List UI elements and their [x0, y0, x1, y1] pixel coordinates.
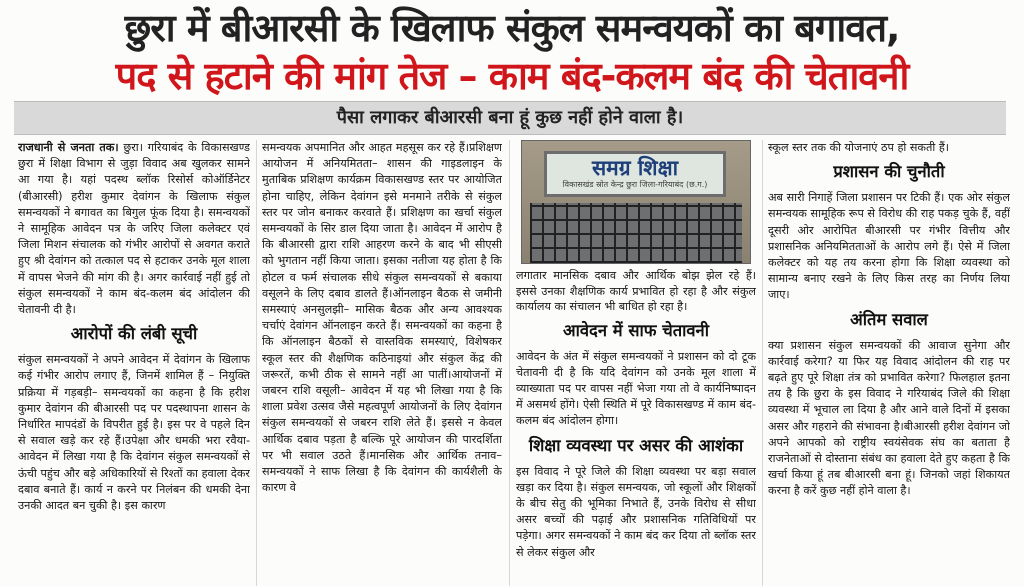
paragraph: क्या प्रशासन संकुल समन्वयकों की आवाज सुनेगा और कार्रवाई करेगा? या फिर यह विवाद आंदोलन की राह पर बढ़ते हुए पूरे शिक्षा तंत्र को प्रभावित करेगा? फिलहाल इतना तय है कि छुरा के इस विवाद ने गरियाबंद जिले की शिक्षा व्यवस्था में भूचाल ला दिया है और आने वाले दिनों में इसका असर और गहराने की संभावना है।बीआरसी हरीश देवांगन जो अपने आपको को राष्ट्रीय स्वयंसेवक संघ का बताता है राजनेताओं से दोस्ताना संबंध का हवाला देते हुए कहता है कि खर्चा किया हूं तब बीआरसी बना हूं। जिनको जहां शिकायत करना है करें कुछ नहीं होने वाला है।	[768, 338, 1010, 498]
article-column-2	[262, 140, 502, 586]
intro-text: छुरा। गरियाबंद के विकासखण्ड छुरा में शिक्षा विभाग से जुड़ा विवाद अब खुलकर सामने आ गया है। यहां पदस्थ ब्लॉक रिसोर्स कोऑर्डिनेटर (बीआरसी) हरीश कुमार देवांगन के खिलाफ संकुल समन्वयकों ने बगावत का बिगुल फूंक दिया है। समन्वयकों ने सामूहिक आवेदन पत्र के जरिए जिला कलेक्टर एवं जिला मिशन संचालक को गंभीर आरोपों से अवगत कराते हुए श्री देवांगन को तत्काल पद से हटाकर उनके मूल शाला में वापस भेजने की मांग की है। अगर कार्रवाई नहीं हुई तो संकुल समन्वयकों ने काम बंद-कलम बंद आंदोलन की चेतावनी दी है।	[18, 141, 250, 317]
signboard-subtitle: विकासखंड स्रोत केन्द्र छुरा जिला-गरियाबंद (छ.ग.)	[562, 180, 708, 189]
paragraph: समन्वयक अपमानित और आहत महसूस कर रहे हैं।प्रशिक्षण आयोजन में अनियमितता– शासन की गाइडलाइन के मुताबिक प्रशिक्षण कार्यक्रम विकासखण्ड स्तर पर आयोजित होना चाहिए, लेकिन देवांगन इसे मनमाने तरीके से संकुल स्तर पर जोन बनाकर करवाते हैं। प्रशिक्षण का खर्चा संकुल समन्वयकों के सिर डाल दिया जाता है। आवेदन में आरोप है कि बीआरसी द्वारा राशि आहरण करने के बाद भी सीएसी को भुगतान नहीं किया जाता। इसका नतीजा यह होता है कि होटल व फर्म संचालक सीधे संकुल समन्वयकों से बकाया वसूलने के लिए दबाव डालते हैं।ऑनलाइन बैठक से जमीनी समस्याएं अनसुलझी– मासिक बैठक और अन्य आवश्यक चर्चाएं देवांगन ऑनलाइन करते हैं। समन्वयकों का कहना है कि ऑनलाइन बैठकों से वास्तविक समस्याएं, विशेषकर स्कूल स्तर की शैक्षणिक कठिनाइयां और संकुल केंद्र की जरूरतें, कभी ठीक से सामने नहीं आ पातीं।आयोजनों में जबरन राशि वसूली– आवेदन में यह भी लिखा गया है कि शाला प्रवेश उत्सव जैसे महत्वपूर्ण आयोजनों के लिए देवांगन संकुल समन्वयकों से जबरन राशि लेते हैं। इससे न केवल आर्थिक दबाव पड़ता है बल्कि पूरे आयोजन की पारदर्शिता पर भी सवाल उठते हैं।मानसिक और आर्थिक तनाव– समन्वयकों ने साफ लिखा है कि देवांगन की कार्यशैली के कारण वे	[262, 141, 502, 495]
article-column-1	[18, 140, 250, 586]
article-column-3	[516, 140, 756, 586]
paragraph: आवेदन के अंत में संकुल समन्वयकों ने प्रशासन को दो टूक चेतावनी दी है कि यदि देवांगन को उनके मूल शाला में व्याख्याता पद पर वापस नहीं भेजा गया तो वे कार्यनिष्पादन में असमर्थ होंगे। ऐसी स्थिति में पूरे विकासखण्ड में काम बंद-कलम बंद आंदोलन होगा।	[516, 349, 756, 428]
column-divider	[509, 140, 510, 586]
column-divider	[762, 140, 763, 586]
subheading-warning: आवेदन में साफ चेतावनी	[563, 320, 709, 340]
paragraph: लगातार मानसिक दबाव और आर्थिक बोझ झेल रहे हैं। इससे उनका शैक्षणिक कार्य प्रभावित हो रहा है और संकुल कार्यालय का संचालन भी बाधित हो रहा है।	[516, 269, 756, 313]
paragraph: संकुल समन्वयकों ने अपने आवेदन में देवांगन के खिलाफ कई गंभीर आरोप लगाए हैं, जिनमें शामिल हैं – नियुक्ति प्रक्रिया में गड़बड़ी– समन्वयकों का कहना है कि हरीश कुमार देवांगन की बीआरसी पद पर पदस्थापना शासन के निर्धारित मापदंडों के विपरीत हुई है। इस पर वे पहले दिन से सवाल खड़े कर रहे हैं।उपेक्षा और धमकी भरा रवैया- आवेदन में लिखा गया है कि देवांगन संकुल समन्वयकों से ऊंची पहुंच और बड़े अधिकारियों से रिश्तों का हवाला देकर दबाव बनाते हैं। कार्य न करने पर निलंबन की धमकी देना उनकी आदत बन चुकी है। इस कारण	[18, 353, 250, 513]
subheading-admin-challenge: प्रशासन की चुनौती	[833, 162, 945, 182]
paragraph: इस विवाद ने पूरे जिले की शिक्षा व्यवस्था पर बड़ा सवाल खड़ा कर दिया है। संकुल समन्वयक, जो स्कूलों और शिक्षकों के बीच सेतु की भूमिका निभाते हैं, उनके विरोध से सीधा असर बच्चों की पढ़ाई और प्रशासनिक गतिविधियों पर पड़ेगा। अगर समन्वयकों ने काम बंद कर दिया तो ब्लॉक स्तर से लेकर संकुल और	[516, 464, 756, 559]
paragraph: अब सारी निगाहें जिला प्रशासन पर टिकी हैं। एक ओर संकुल समन्वयक सामूहिक रूप से विरोध की राह पकड़ चुके हैं, वहीं दूसरी ओर आरोपित बीआरसी पर गंभीर वित्तीय और प्रशासनिक अनियमितताओं के आरोप लगे हैं। ऐसे में जिला कलेक्टर को यह तय करना होगा कि शिक्षा व्यवस्था को सामान्य बनाए रखने के लिए किस तरह का निर्णय लिया जाए।	[768, 191, 1010, 302]
subheading-final-question: अंतिम सवाल	[850, 309, 928, 329]
window-grill	[530, 203, 742, 263]
office-photo	[521, 140, 751, 264]
headline-line-2: पद से हटाने की मांग तेज – काम बंद-कलम बंद की चेतावनी	[115, 54, 909, 98]
subheading-allegations: आरोपों की लंबी सूची	[70, 324, 198, 344]
tagline-bar: पैसा लगाकर बीआरसी बना हूं कुछ नहीं होने वाला है।	[14, 101, 1006, 135]
column-divider	[256, 140, 257, 586]
signboard-title: समग्र शिक्षा	[591, 156, 679, 180]
signboard	[544, 151, 726, 197]
article-column-4	[768, 140, 1010, 586]
dateline: राजधानी से जनता तक।	[18, 141, 119, 154]
paragraph: स्कूल स्तर तक की योजनाएं ठप हो सकती हैं।	[768, 141, 950, 154]
subheading-education-impact: शिक्षा व्यवस्था पर असर की आशंका	[528, 435, 744, 455]
headline-line-1: छुरा में बीआरसी के खिलाफ संकुल समन्वयकों का बगावत,	[124, 6, 900, 50]
paragraph	[18, 140, 250, 318]
